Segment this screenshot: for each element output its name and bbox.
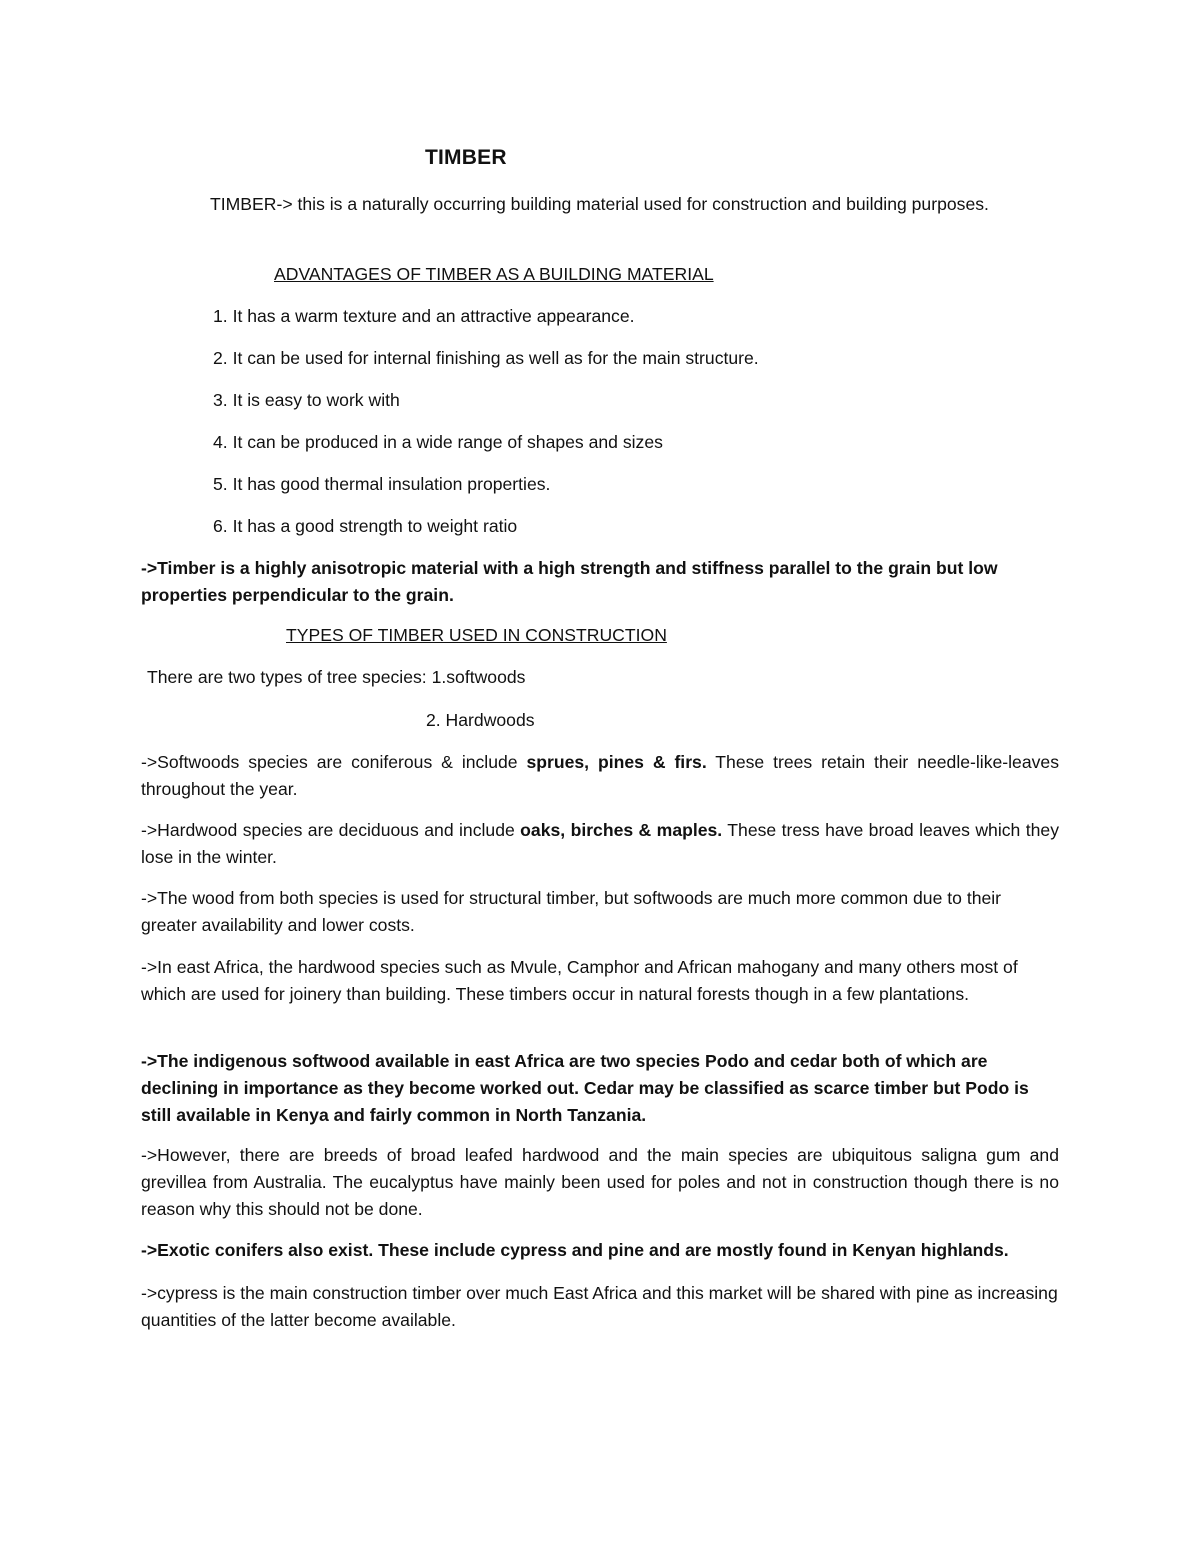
advantages-heading: ADVANTAGES OF TIMBER AS A BUILDING MATERIAL [274,264,714,284]
cypress-paragraph: ->cypress is the main construction timber over much East Africa and this market will be shared with pine as increasing quantities of the latter become available. [141,1283,1058,1330]
east-africa-hardwood-paragraph: ->In east Africa, the hardwood species such as Mvule, Camphor and African mahogany and many others most of which are used for joinery than building. These timbers occur in natural forests though in a few plantations. [141,957,1018,1004]
softwoods-text-end: These trees retain their needle-like-leaves throughout the year. [141,752,1059,799]
advantage-item-6 [213,513,517,540]
advantage-item-4 [213,429,663,456]
advantage-text: It can be used for internal finishing as well as for the main structure. [232,348,759,368]
advantage-number: 5. [213,474,228,494]
hardwoods-paragraph [141,817,1059,871]
both-species-paragraph: ->The wood from both species is used for structural timber, but softwoods are much more common due to their greater availability and lower costs. [141,888,1002,935]
advantage-text: It can be produced in a wide range of shapes and sizes [232,432,663,452]
document-title: TIMBER [425,146,507,169]
exotic-conifers-paragraph: ->Exotic conifers also exist. These include cypress and pine and are mostly found in Kenyan highlands. [141,1240,1009,1260]
advantage-text: It has a warm texture and an attractive appearance. [232,306,635,326]
anisotropic-note: ->Timber is a highly anisotropic material with a high strength and stiffness parallel to the grain but low properties perpendicular to the grain. [141,558,998,605]
advantage-item-5 [213,471,550,498]
hardwoods-text-end: These tress have broad leaves which they lose in the winter. [141,820,1059,867]
intro-paragraph: TIMBER-> this is a naturally occurring building material used for construction and building purposes. [210,194,989,214]
hardwoods-text-start: ->Hardwood species are deciduous and include [141,820,521,840]
types-second: 2. Hardwoods [426,710,535,730]
types-heading: TYPES OF TIMBER USED IN CONSTRUCTION [286,625,667,645]
softwoods-paragraph [141,749,1059,803]
types-intro: There are two types of tree species: 1.softwoods [147,667,526,687]
broad-leafed-paragraph: ->However, there are breeds of broad leafed hardwood and the main species are ubiquitous saligna gum and grevillea from Australia. The eucalyptus have mainly been used for poles and not in construction though there is no reason why this should not be done. [141,1145,1059,1219]
softwoods-text-start: ->Softwoods species are coniferous & include [141,752,527,772]
indigenous-softwood-paragraph: ->The indigenous softwood available in east Africa are two species Podo and cedar both of which are declining in importance as they become worked out. Cedar may be classified as scarce timber but Podo is still available in Kenya and fairly common in North Tanzania. [141,1051,1029,1125]
advantage-text: It is easy to work with [232,390,400,410]
advantage-number: 2. [213,348,228,368]
hardwoods-species: oaks, birches & maples. [520,820,723,840]
advantage-number: 1. [213,306,228,326]
advantage-item-1 [213,303,635,330]
softwoods-species: sprues, pines & firs. [526,752,707,772]
advantage-text: It has good thermal insulation properties. [232,474,551,494]
advantage-number: 3. [213,390,228,410]
advantage-item-2 [213,345,759,372]
advantage-text: It has a good strength to weight ratio [232,516,518,536]
advantage-number: 4. [213,432,228,452]
advantage-number: 6. [213,516,228,536]
advantage-item-3 [213,387,400,414]
